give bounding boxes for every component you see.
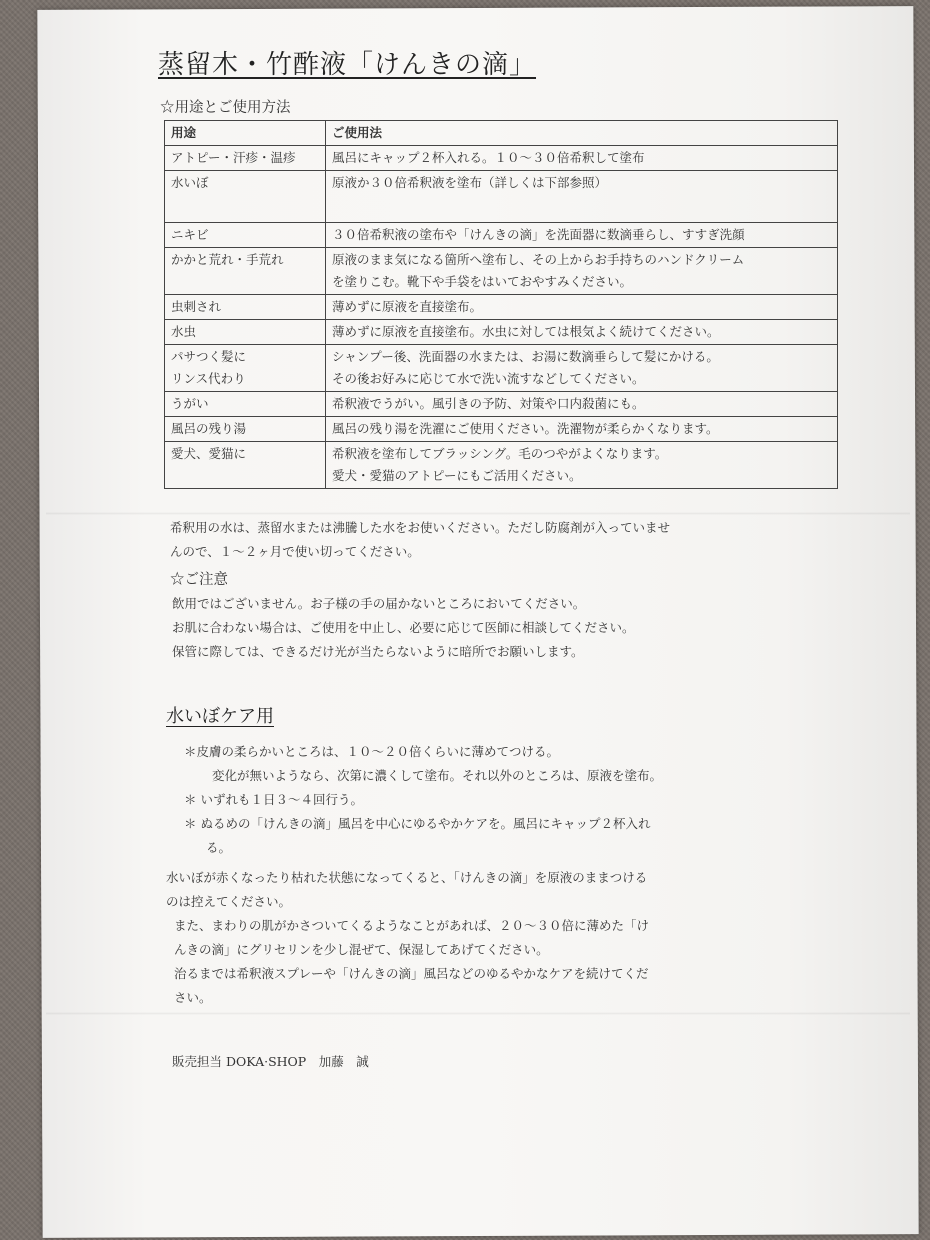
care-bullet: る。 xyxy=(206,840,232,855)
use-text: 風呂の残り湯 xyxy=(171,421,247,436)
usage-section-label: ☆用途とご使用方法 xyxy=(160,100,291,116)
use-cell xyxy=(165,248,326,295)
method-text: 風呂にキャップ２杯入れる。１０～３０倍希釈して塗布 xyxy=(332,150,645,165)
method-text: 希釈液でうがい。風引きの予防、対策や口内殺菌にも。 xyxy=(332,396,645,411)
use-text: アトピー・汗疹・温疹 xyxy=(171,150,296,165)
method-text: 風呂の残り湯を洗濯にご使用ください。洗濯物が柔らかくなります。 xyxy=(332,421,719,436)
caution-text xyxy=(172,592,635,664)
table-row xyxy=(165,417,838,442)
use-cell xyxy=(165,442,326,489)
care-bullets xyxy=(184,740,662,860)
table-header-row xyxy=(165,121,838,146)
method-cell xyxy=(326,295,838,320)
seller-info: 販売担当 DOKA·SHOP 加藤 誠 xyxy=(172,1054,369,1069)
caution-line: 飲用ではございません。お子様の手の届かないところにおいてください。 xyxy=(172,596,586,611)
method-cell xyxy=(326,392,838,417)
method-cell xyxy=(326,223,838,248)
use-cell xyxy=(165,345,326,392)
method-cell xyxy=(326,345,838,392)
table-row xyxy=(165,392,838,417)
care-bullet: 変化が無いようなら、次第に濃くして塗布。それ以外のところは、原液を塗布。 xyxy=(212,768,663,783)
use-cell xyxy=(165,295,326,320)
caution-line: 保管に際しては、できるだけ光が当たらないように暗所でお願いします。 xyxy=(172,644,584,659)
use-cell xyxy=(165,417,326,442)
method-text: 原液か３０倍希釈液を塗布（詳しくは下部参照） xyxy=(332,175,608,190)
table-row xyxy=(165,146,838,171)
care-line: 水いぼが赤くなったり枯れた状態になってくると、「けんきの滴」を原液のままつける xyxy=(166,870,648,885)
use-cell xyxy=(165,223,326,248)
method-cell xyxy=(326,248,838,295)
care-paragraphs xyxy=(166,866,649,1010)
use-cell xyxy=(165,171,326,223)
table-row xyxy=(165,248,838,295)
method-cell xyxy=(326,442,838,489)
method-text: 原液のまま気になる箇所へ塗布し、その上からお手持ちのハンドクリーム xyxy=(332,252,745,267)
caution-label: ☆ご注意 xyxy=(170,572,228,588)
use-text: 水虫 xyxy=(171,324,197,339)
use-text: ニキビ xyxy=(171,227,209,242)
use-cell xyxy=(165,392,326,417)
care-bullet: ＊ ぬるめの「けんきの滴」風呂を中心にゆるやかケアを。風呂にキャップ２杯入れ xyxy=(184,816,651,831)
method-text: その後お好みに応じて水で洗い流すなどしてください。 xyxy=(332,371,645,386)
care-line: 治るまでは希釈液スプレーや「けんきの滴」風呂などのゆるやかなケアを続けてくだ xyxy=(174,966,649,981)
paper-fold xyxy=(46,1012,910,1015)
method-text: 薄めずに原液を直接塗布。水虫に対しては根気よく続けてください。 xyxy=(332,324,720,339)
table-row xyxy=(165,295,838,320)
table-row xyxy=(165,345,838,392)
care-heading: 水いぼケア用 xyxy=(166,706,274,727)
care-bullet: ＊皮膚の柔らかいところは、１０～２０倍くらいに薄めてつける。 xyxy=(184,744,560,759)
note-line: 希釈用の水は、蒸留水または沸騰した水をお使いください。ただし防腐剤が入っていませ xyxy=(170,520,671,535)
method-text: 希釈液を塗布してブラッシング。毛のつやがよくなります。 xyxy=(332,446,668,461)
caution-line: お肌に合わない場合は、ご使用を中止し、必要に応じて医師に相談してください。 xyxy=(172,620,635,635)
use-text: 水いぼ xyxy=(171,175,209,190)
use-text: リンス代わり xyxy=(171,371,246,386)
use-text: かかと荒れ・手荒れ xyxy=(171,252,284,267)
method-text: 薄めずに原液を直接塗布。 xyxy=(332,299,483,314)
method-cell xyxy=(326,417,838,442)
care-bullet: ＊ いずれも１日３～４回行う。 xyxy=(184,792,363,807)
method-cell xyxy=(326,171,838,223)
use-cell xyxy=(165,146,326,171)
dilution-note xyxy=(170,516,670,564)
method-cell xyxy=(326,320,838,345)
care-line: また、まわりの肌がかさついてくるようなことがあれば、２０～３０倍に薄めた「け xyxy=(174,918,650,933)
table-row xyxy=(165,320,838,345)
header-use: 用途 xyxy=(165,121,326,146)
document-title: 蒸留木・竹酢液「けんきの滴」 xyxy=(158,50,537,80)
note-line: んので、１～２ヶ月で使い切ってください。 xyxy=(170,544,420,559)
method-text: ３０倍希釈液の塗布や「けんきの滴」を洗面器に数滴垂らし、すすぎ洗顔 xyxy=(332,227,745,242)
method-text: 愛犬・愛猫のアトピーにもご活用ください。 xyxy=(332,468,582,483)
use-text: 愛犬、愛猫に xyxy=(171,446,247,461)
header-method: ご使用法 xyxy=(326,121,838,146)
use-cell xyxy=(165,320,326,345)
use-text: パサつく髪に xyxy=(171,349,247,364)
use-text: 虫刺され xyxy=(171,299,222,314)
care-line: んきの滴」にグリセリンを少し混ぜて、保湿してあげてください。 xyxy=(174,942,549,957)
method-text: シャンプー後、洗面器の水または、お湯に数滴垂らして髪にかける。 xyxy=(332,349,719,364)
method-cell xyxy=(326,146,838,171)
method-text: を塗りこむ。靴下や手袋をはいておやすみください。 xyxy=(332,274,633,289)
care-line: さい。 xyxy=(174,990,212,1005)
care-line: のは控えてください。 xyxy=(166,894,292,909)
usage-table xyxy=(164,120,838,489)
table-row xyxy=(165,223,838,248)
paper-fold xyxy=(46,512,910,515)
table-row xyxy=(165,171,838,223)
use-text: うがい xyxy=(171,396,209,411)
table-row xyxy=(165,442,838,489)
